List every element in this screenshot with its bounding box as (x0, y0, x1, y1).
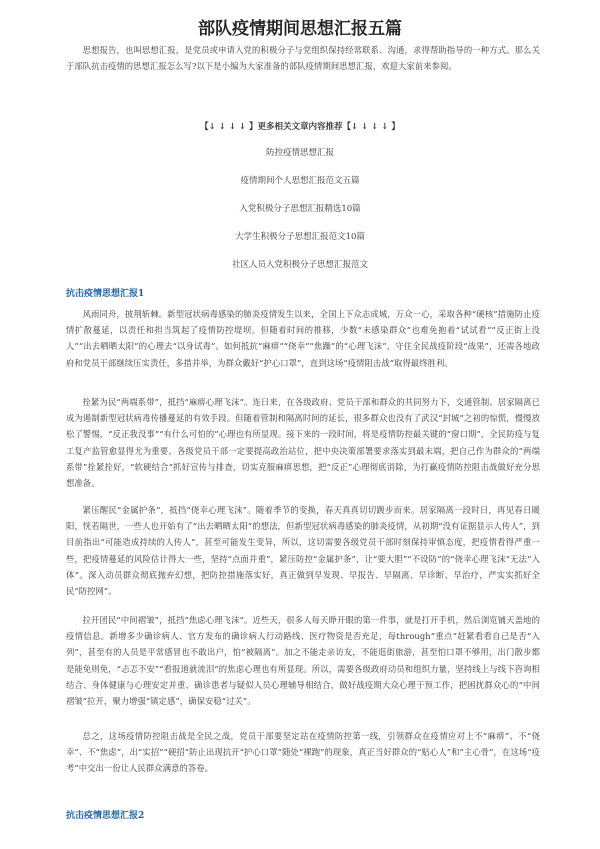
body-paragraph-5: 总之，这场疫情防控阻击战是全民之战，党员干部要坚定站在疫情防控第一线，引领群众在疫情应对上不“麻痹”、不“侥幸”、不“焦虑”，出“实招”“硬招”防止出现抗开“护心口罩”随处“裸跑”的现象，真正当好群众的“贴心人”和“主心骨”，在这场“疫考”中交出一份让人民群众满意的答卷。 (66, 731, 540, 774)
section-heading-1[interactable]: 抗击疫情思想汇报1 (66, 289, 145, 299)
body-paragraph-4: 拉开团民“中间褶皱”，抵挡“焦虑心理飞沫”。近些天，很多人每天睁开眼的第一件事，就是打开手机，然后浏览铺天盖地的疫情信息。新增多少确诊病人、官方发布的确诊病人行动路线、医疗物资是否充足，每through“重点”赶紧看看自己是否“入列”，甚至有的人员是平常感冒也不敢出户，怕“被隔离”。加之不能走亲访友，不能逛街旅游，甚至怕口罩不够用，出门散步都是能免则免，“忐忑不安”“看报道就流泪”的焦虑心理也有所显现。所以，需要各级政府动员和组织力量，坚持线上与线下咨询相结合、身体健康与心理安定并重、确诊患者与疑似人员心理辅导相结合，做好战疫期大众心理干预工作，把困扰群众心的“中间褶皱”拉开，聚力增强“镇定感”，确保安稳“过关”。 (66, 615, 540, 707)
related-link-4[interactable]: 大学生积极分子思想汇报范文10篇 (235, 232, 365, 242)
related-link-5[interactable]: 社区人员入党积极分子思想汇报范文 (231, 260, 368, 270)
related-link-1[interactable]: 防控疫情思想汇报 (265, 148, 334, 158)
body-paragraph-3: 紧压醒民“金属护条”，抵挡“侥幸心理飞沫”。随着季节的变换，春天真真切切踱步而来。居家隔离一段时日，再见春日暖阳，恍若隔世，一些人也开始有了“出去晒晒太阳”的想法，但新型冠状病毒感染的肺炎疫情，从初期“没有证据显示人传人”，到目前指出“可能造成持续的人传人”，甚至可能发生变异，所以，这切需要各级党员干部时刻保持审慎态度，把疫情看得严重一些，把疫情蔓延的风险估计得大一些，坚持“点面并重”，紧压防控“金属护条”，让“要大胆”“不设防”的“侥幸心理飞沫”无法“入体”。深入动员群众彻底抛弃幻想，把防控措施落实好，真正做到早发现、早报告、早隔离、早诊断、早治疗，严实实抓好全民“防控网”。 (66, 505, 540, 597)
intro-paragraph: 思想报告，也叫思想汇报，是党员或申请入党的积极分子与党组织保持经常联系、沟通，求得帮助指导的一种方式。那么关于部队抗击疫情的思想汇报怎么写?以下是小编为大家准备的部队疫情期间思想汇报，欢迎大家前来参阅。 (66, 45, 540, 72)
related-link-2[interactable]: 疫情期间个人思想汇报范文五篇 (240, 176, 360, 186)
more-articles-header: 【↓ ↓ ↓ ↓ 】更多相关文章内容推荐【↓ ↓ ↓ ↓ 】 (200, 122, 400, 132)
section-heading-2[interactable]: 抗击疫情思想汇报2 (66, 811, 145, 821)
page-title: 部队疫情期间思想汇报五篇 (198, 19, 402, 39)
body-paragraph-2: 拴紧为民“两端系带”，抵挡“麻痹心理飞沫”。连日来，在各级政府、党员干部和群众的共同努力下，交通管制、居家隔离已成为遏制新型冠状病毒传播蔓延的有效手段。但随着管制和隔离时间的延长，很多群众也没有了武汉“封城”之初的惊慌，慢慢放松了警惕，“反正我没事”“有什么可怕的”心理也有所显现。接下来的一段时间，将是疫情防控最关键的“窗口期”，全民防疫与复工复产监管愈显得尤为重要。各级党员干部一定要提高政治站位，把中央决策部署要求落实到最末端，把自己作为群众的“两端系带”拴紧拴好，“软硬结合”抓好宣传与排查，切实克服麻痹思想，把“反正”心理彻底消除，为打赢疫情防控阻击战做好充分思想准备。 (66, 397, 540, 489)
body-paragraph-1: 风雨同舟，披荆斩棘。新型冠状病毒感染的肺炎疫情发生以来，全国上下众志成城，万众一心，采取各种“硬核”措施防止疫情扩散蔓延，以责任和担当筑起了疫情防控堤坝。但随着时间的推移，少数“未感染群众”也难免抱着“试试看”“反正街上没人”“出去晒晒太阳”的心理去“以身试毒”。如何抵抗“麻痹”“侥幸”“焦躁”的“心理飞沫”，守住全民战疫阶段“战果”，还需各地政府和党员干部继续压实责任，多措并举，为群众戴好“护心口罩”，直到这场“疫情阻击战”取得最终胜利。 (66, 309, 540, 368)
related-link-3[interactable]: 入党积极分子思想汇报精选10篇 (239, 204, 361, 214)
